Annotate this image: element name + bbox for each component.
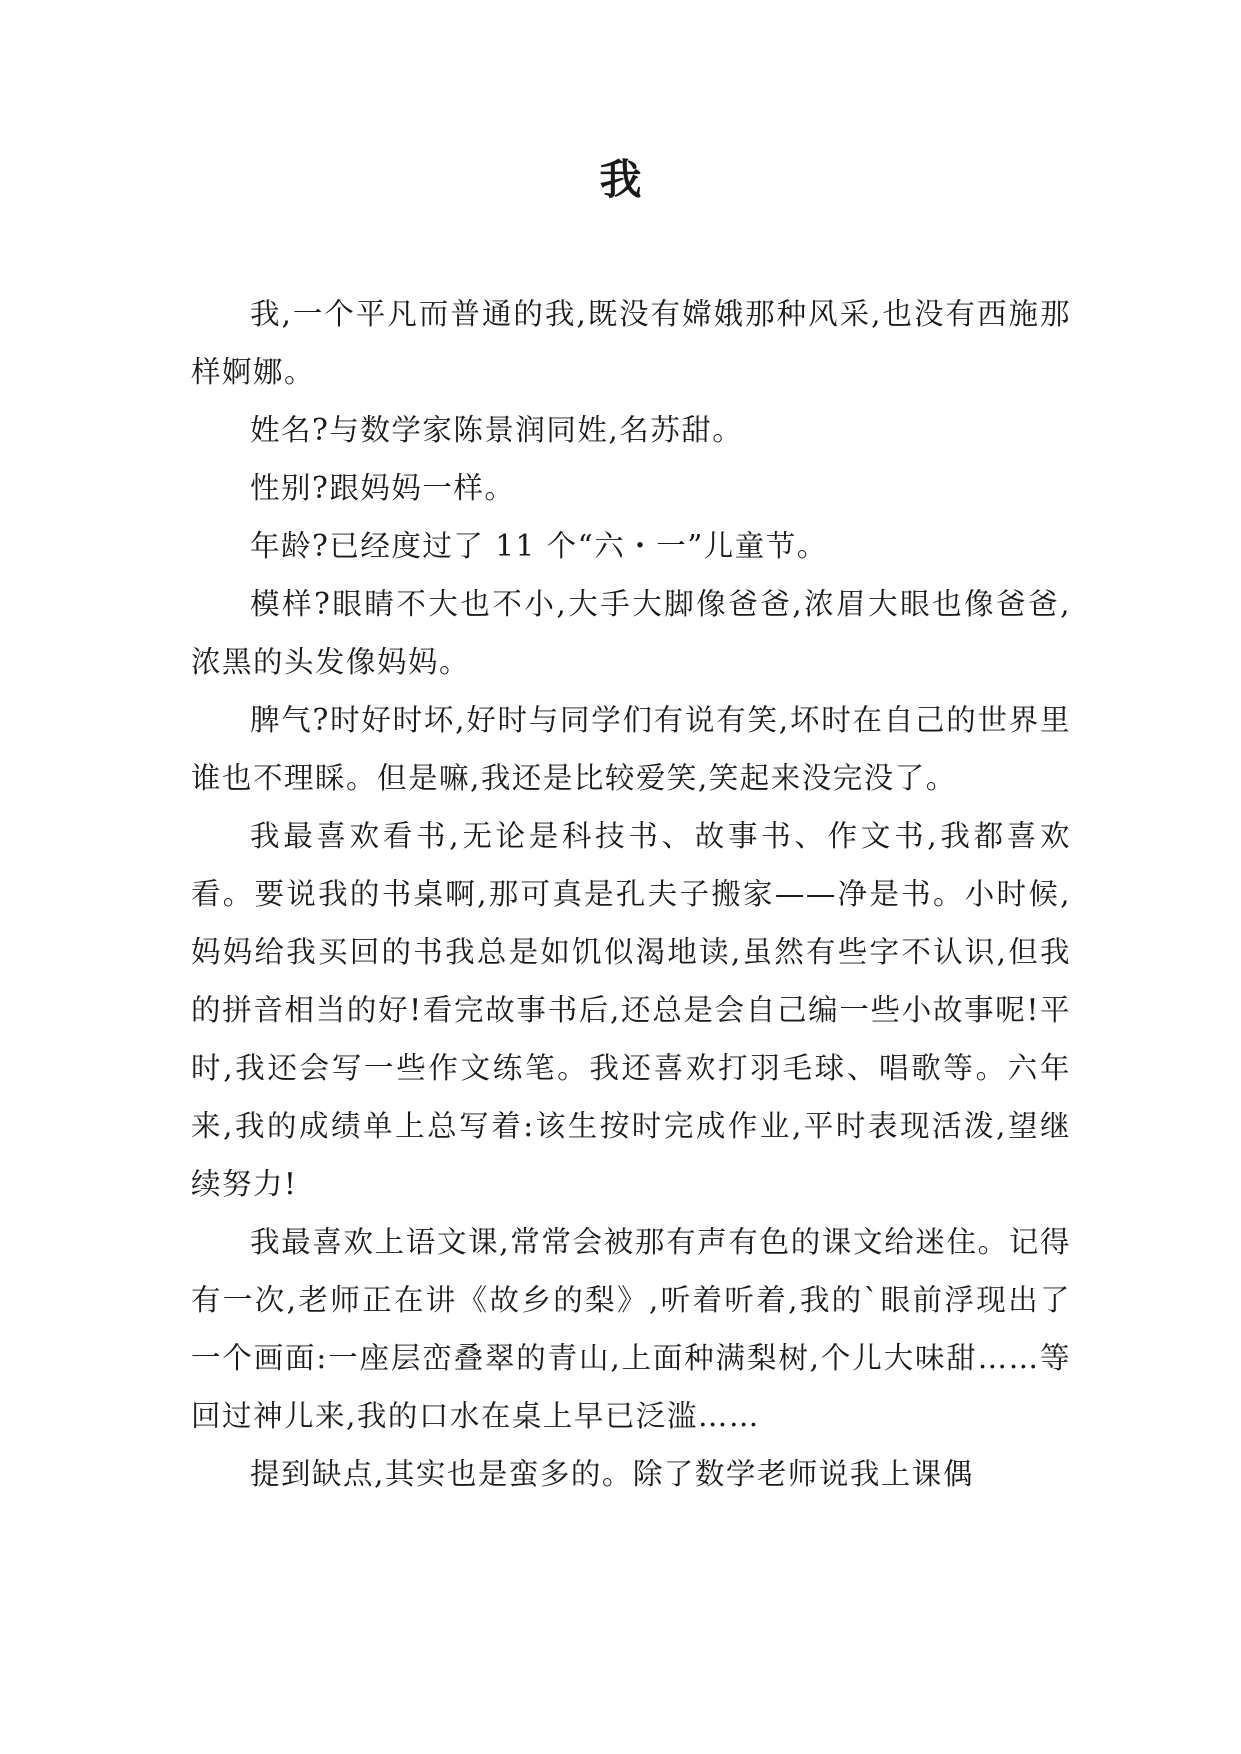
paragraph-appearance: 模样?眼睛不大也不小,大手大脚像爸爸,浓眉大眼也像爸爸,浓黑的头发像妈妈。 — [191, 587, 1071, 679]
paragraph-intro: 我,一个平凡而普通的我,既没有嫦娥那种风采,也没有西施那样婀娜。 — [191, 297, 1071, 389]
paragraph-chinese-class: 我最喜欢上语文课,常常会被那有声有色的课文给迷住。记得有一次,老师正在讲《故乡的梨》,听着听着,我的`眼前浮现出了一个画面:一座层峦叠翠的青山,上面种满梨树,个儿大味甜……等回过神儿来,我的口水在桌上早已泛滥…… — [191, 1225, 1071, 1433]
document-body — [191, 285, 1071, 1503]
paragraph-gender: 性别?跟妈妈一样。 — [250, 471, 516, 505]
paragraph-reading: 我最喜欢看书,无论是科技书、故事书、作文书,我都喜欢看。要说我的书桌啊,那可真是孔夫子搬家——净是书。小时候,妈妈给我买回的书我总是如饥似渴地读,虽然有些字不认识,但我的拼音相当的好!看完故事书后,还总是会自己编一些小故事呢!平时,我还会写一些作文练笔。我还喜欢打羽毛球、唱歌等。六年来,我的成绩单上总写着:该生按时完成作业,平时表现活泼,望继续努力! — [191, 819, 1071, 1201]
paragraph-name: 姓名?与数学家陈景润同姓,名苏甜。 — [250, 413, 744, 447]
paragraph-shortcomings: 提到缺点,其实也是蛮多的。除了数学老师说我上课偶 — [250, 1457, 974, 1491]
paragraph-age: 年龄?已经度过了 11 个“六・一”儿童节。 — [250, 529, 828, 563]
paragraph-temper: 脾气?时好时坏,好时与同学们有说有笑,坏时在自己的世界里谁也不理睬。但是嘛,我还是比较爱笑,笑起来没完没了。 — [191, 703, 1071, 795]
document-title: 我 — [599, 155, 642, 204]
